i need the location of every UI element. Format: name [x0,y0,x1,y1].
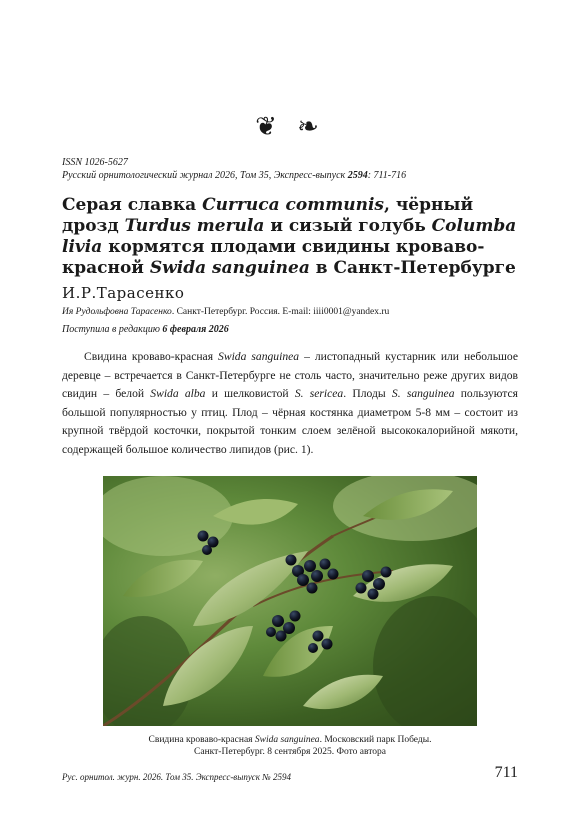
issue-number: 2594 [347,170,368,181]
body-paragraph: Свидина кроваво-красная Swida sanguinea – листопадный кустарник или небольшое деревце – встречается в Санкт-Петербурге не столь часто, значительно реже других видов свидин – белой Swida alba и шелковистой S. sericea. Плоды S. sanguinea пользуются большой популярностью у птиц. Плод – чёрная костянка диаметром 5-8 мм – состоит из крупной твёрдой косточки, покрытой тонким слоем зелёной высококалорийной мякоти, содержащей большое количество липидов (рис. 1). [62,350,519,456]
article-title: Серая славка Curruca communis, чёрный дрозд Turdus merula и сизый голубь Columba livia кормятся плодами свидины кроваво-красной Swida sanguinea в Санкт-Петербурге [62,195,517,278]
figure-photo [103,476,477,726]
received-date: Поступила в редакцию 6 февраля 2026 [62,324,229,335]
journal-header [62,156,406,182]
figure-caption [0,734,580,758]
caption-line-1: Свидина кроваво-красная Swida sanguinea. Московский парк Победы. [148,735,432,745]
caption-line-2: Санкт-Петербург. 8 сентября 2025. Фото автора [194,747,386,757]
running-footer: Рус. орнитол. журн. 2026. Том 35. Экспресс-выпуск № 2594 [62,772,291,782]
page-number: 711 [494,764,518,781]
berry-branch-photo [103,476,477,726]
journal-citation: Русский орнитологический журнал 2026, Том 35, Экспресс-выпуск 2594: 711-716 [62,170,407,181]
affiliation: Ия Рудольфовна Тарасенко. Санкт-Петербург. Россия. E-mail: iiii0001@yandex.ru [62,307,390,317]
issn: ISSN 1026-5627 [62,157,128,168]
author: И.Р.Тарасенко [62,284,185,302]
ornament: ❦ ❧ [255,112,325,142]
